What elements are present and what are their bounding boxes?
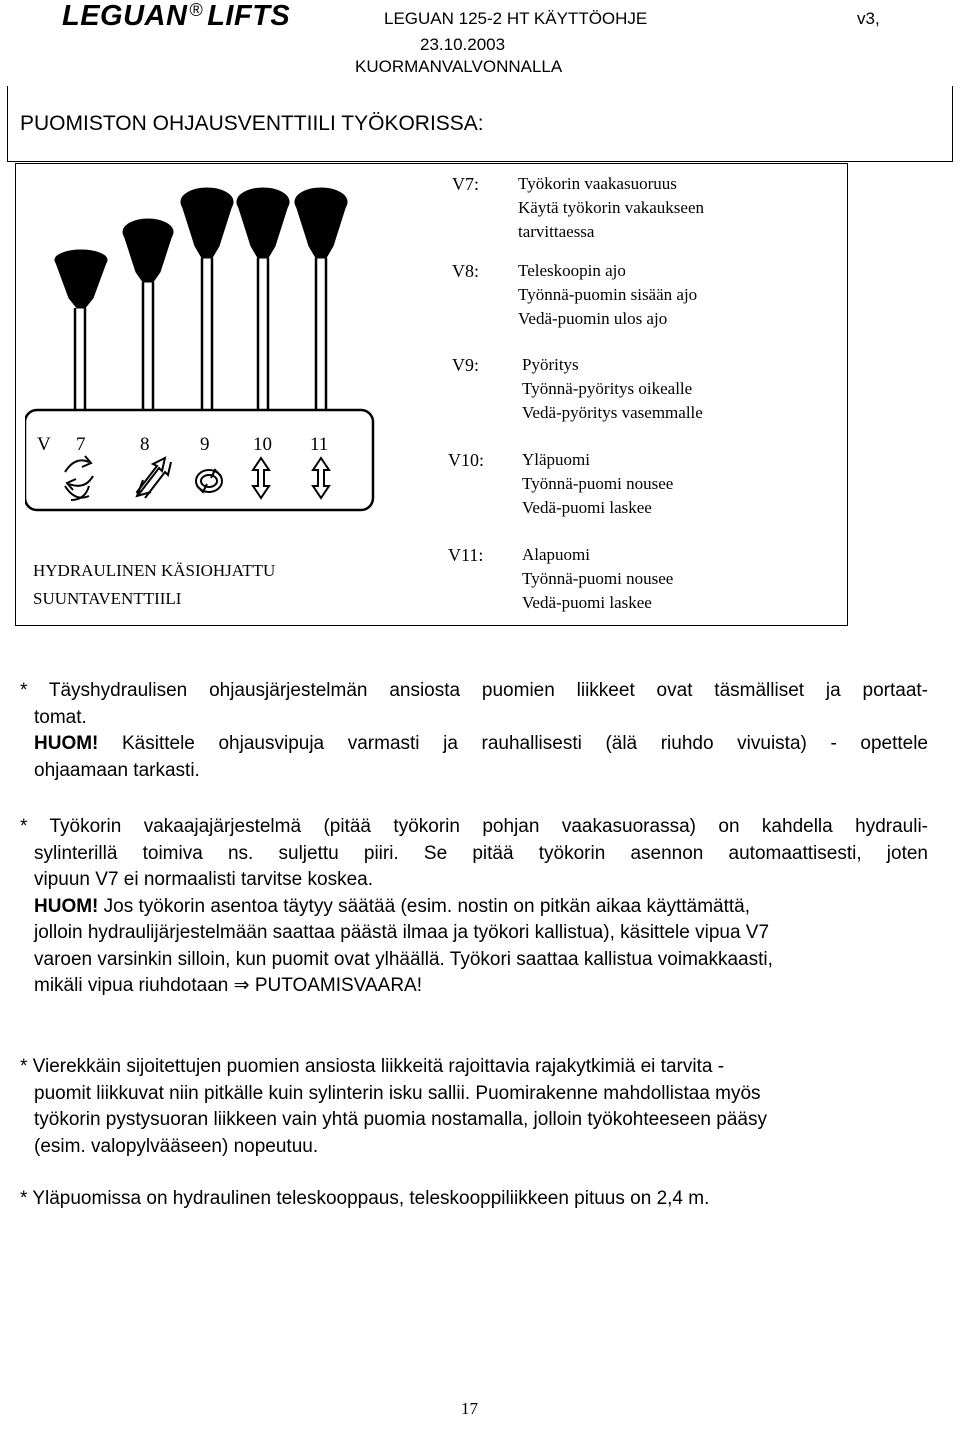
lever-number-8: 8 <box>140 434 150 455</box>
paragraph-line: sylinterillä toimiva ns. suljettu piiri. Se pitää työkorin asennon automaattisesti, joten <box>34 842 928 864</box>
paragraph-line: * Yläpuomissa on hydraulinen teleskooppaus, teleskooppiliikkeen pituus on 2,4 m. <box>20 1188 710 1209</box>
control-panel-illustration <box>25 180 385 520</box>
lower-boom-up-down-icon <box>313 458 329 498</box>
valve-desc-line: Työkorin vaakasuoruus <box>518 174 677 193</box>
valve-desc-line: Vedä-puomin ulos ajo <box>518 309 668 328</box>
paragraph-line: * Vierekkäin sijoitettujen puomien ansiosta liikkeitä rajoittavia rajakytkimiä ei tarvita - <box>20 1056 725 1077</box>
paragraph-line: ohjaamaan tarkasti. <box>34 759 200 781</box>
valve-label-v8: V8: <box>452 261 479 281</box>
lever-v8 <box>123 219 173 410</box>
valve-desc-line: Vedä-puomi laskee <box>522 593 652 612</box>
lever-number-10: 10 <box>253 434 272 455</box>
valve-desc-line: Pyöritys <box>522 355 579 374</box>
paragraph-line: (esim. valopylvääseen) nopeutuu. <box>34 1135 319 1157</box>
valve-desc-v11 <box>522 543 673 615</box>
valve-desc-v8 <box>518 259 697 331</box>
lever-v9 <box>181 188 233 410</box>
telescope-arrows-icon <box>137 458 171 498</box>
valve-desc-line: Työnnä-puomi nousee <box>522 569 674 588</box>
valve-desc-line: Työnnä-pyöritys oikealle <box>522 379 693 398</box>
valve-label-v9: V9: <box>452 355 479 375</box>
paragraph-line: HUOM! Jos työkorin asentoa täytyy säätää (esim. nostin on pitkän aikaa käyttämättä, <box>34 895 751 917</box>
valve-desc-line: Teleskoopin ajo <box>518 261 626 280</box>
document-title: LEGUAN 125-2 HT KÄYTTÖOHJE <box>384 9 648 28</box>
document-date: 23.10.2003 <box>420 35 506 54</box>
row-letter: V <box>37 434 51 455</box>
paragraph-telescope <box>20 1186 928 1213</box>
paragraph-line: mikäli vipua riuhdotaan ⇒ PUTOAMISVAARA! <box>34 975 422 996</box>
valve-caption-line-1: HYDRAULINEN KÄSIOHJATTU <box>33 561 276 580</box>
paragraph-line: tomat. <box>34 706 87 728</box>
document-version: v3, <box>857 9 880 28</box>
valve-desc-line: tarvittaessa <box>518 222 595 241</box>
paragraph-line: puomit liikkuvat niin pitkälle kuin sylinterin isku sallii. Puomirakenne mahdollistaa myös <box>34 1082 761 1104</box>
paragraph-line: * Työkorin vakaajajärjestelmä (pitää työkorin pohjan vaakasuorassa) on kahdella hydrauli- <box>20 816 928 837</box>
upper-boom-up-down-icon <box>253 458 269 498</box>
rotation-icon <box>196 470 222 492</box>
paragraph-line: * Täyshydraulisen ohjausjärjestelmän ansiosta puomien liikkeet ovat täsmälliset ja portaat- <box>20 680 928 701</box>
lever-v11 <box>295 188 347 410</box>
valve-desc-line: Alapuomi <box>522 545 590 564</box>
lever-knob-top-v7 <box>55 250 107 270</box>
paragraph-precision <box>20 678 928 784</box>
lever-number-11: 11 <box>310 434 329 455</box>
valve-caption <box>33 557 275 613</box>
valve-desc-v9 <box>522 353 703 425</box>
valve-desc-line: Yläpuomi <box>522 450 590 469</box>
paragraph-limit-switches <box>20 1054 928 1160</box>
document-subtitle: KUORMANVALVONNALLA <box>355 57 563 76</box>
lever-v10 <box>237 188 289 410</box>
paragraph-line: jolloin hydraulijärjestelmään saattaa päästä ilmaa ja työkori kallistua), käsittele vipua V7 <box>34 922 770 943</box>
valve-desc-line: Vedä-puomi laskee <box>522 498 652 517</box>
lever-number-9: 9 <box>200 434 210 455</box>
brand-logo: LEGUAN ® LIFTS <box>62 0 291 32</box>
paragraph-line: HUOM! Käsittele ohjausvipuja varmasti ja rauhallisesti (älä riuhdo vivuista) - opettele <box>34 733 928 754</box>
lever-number-7: 7 <box>76 434 86 455</box>
valve-desc-line: Työnnä-puomi nousee <box>522 474 674 493</box>
valve-desc-line: Työnnä-puomin sisään ajo <box>518 285 698 304</box>
valve-label-v7: V7: <box>452 174 479 194</box>
arrow-icon: ⇒ <box>233 975 250 996</box>
note-label: HUOM! <box>34 895 99 917</box>
note-label: HUOM! <box>34 733 99 754</box>
page-number: 17 <box>461 1399 478 1418</box>
valve-desc-line: Vedä-pyöritys vasemmalle <box>522 403 703 422</box>
paragraph-line: työkorin pystysuoran liikkeen vain yhtä puomia nostamalla, jolloin työkohteeseen pääsy <box>34 1109 767 1130</box>
valve-label-v11: V11: <box>448 545 484 565</box>
paragraph-stabilizer <box>20 814 928 1000</box>
valve-desc-v10 <box>522 448 673 520</box>
paragraph-line: vipuun V7 ei normaalisti tarvitse koskea. <box>34 869 373 890</box>
valve-desc-v7 <box>518 172 704 244</box>
paragraph-line: varoen varsinkin silloin, kun puomit ovat ylhäällä. Työkori saattaa kallistua voimakkaasti, <box>34 948 773 970</box>
lever-v7 <box>55 250 107 410</box>
section-title: PUOMISTON OHJAUSVENTTIILI TYÖKORISSA: <box>20 112 484 135</box>
valve-caption-line-2: SUUNTAVENTTIILI <box>33 589 182 608</box>
tilt-symbol-icon <box>65 456 93 500</box>
valve-label-v10: V10: <box>448 450 484 470</box>
valve-desc-line: Käytä työkorin vakaukseen <box>518 198 704 217</box>
